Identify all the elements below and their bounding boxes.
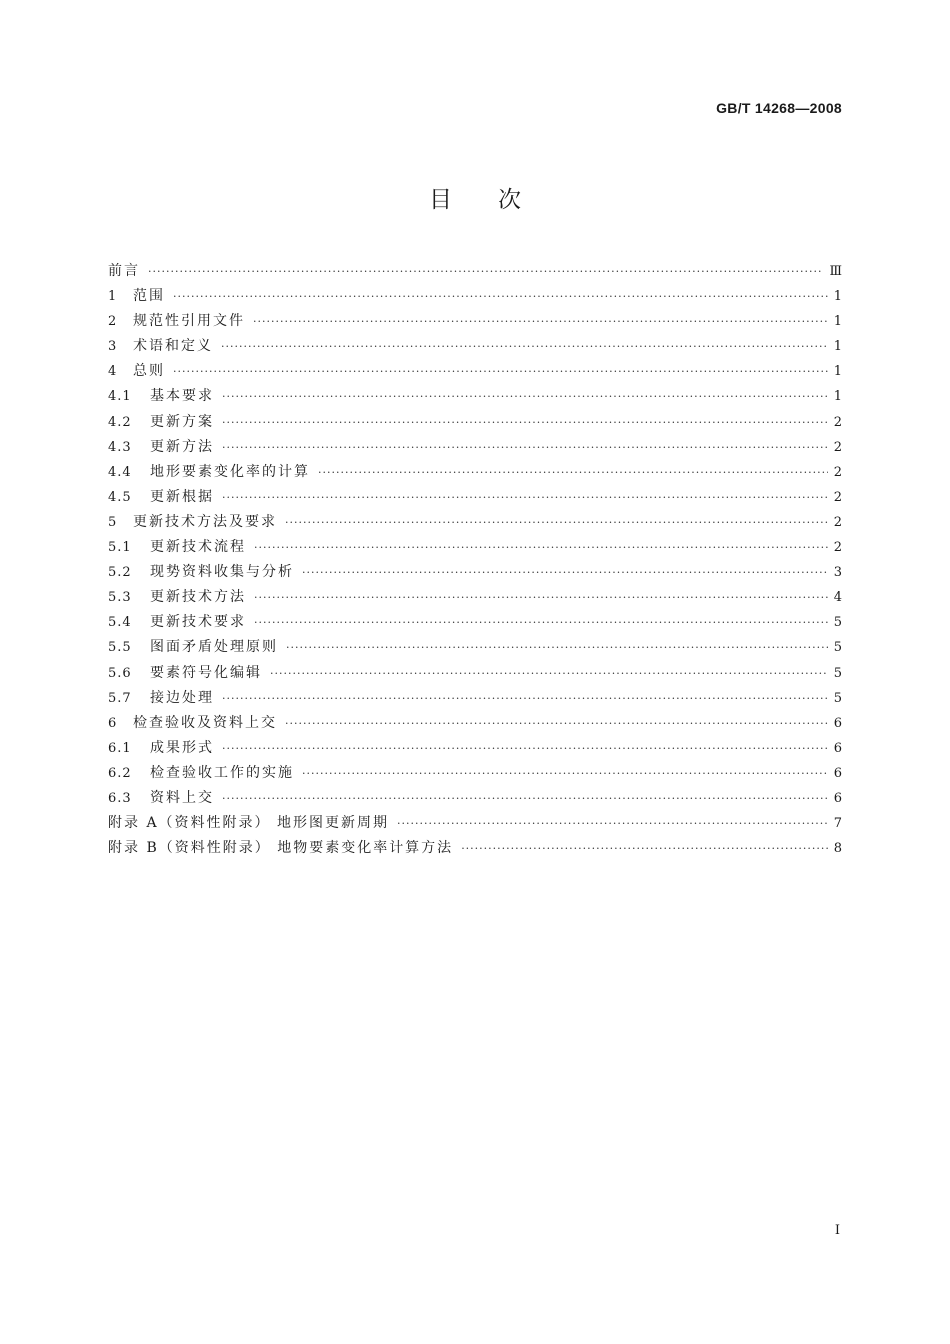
toc-entry-page: 2: [833, 439, 842, 455]
toc-entry-page: 2: [833, 489, 842, 505]
toc-entry-page: 3: [833, 565, 842, 581]
toc-entry-number: 4.5: [108, 489, 132, 505]
toc-entry-number: 4.3: [108, 439, 132, 455]
toc-entry-number: 5: [108, 514, 118, 530]
toc-entry-page: 6: [833, 715, 842, 731]
toc-entry-page: 4: [833, 590, 842, 606]
toc-entry-page: 2: [833, 464, 842, 480]
toc-entry-page: 5: [833, 615, 842, 631]
toc-entry-label: 更新技术方法: [150, 589, 246, 606]
toc-entry-number: 5.5: [108, 640, 132, 656]
toc-entry-number: 6.2: [108, 765, 132, 781]
toc-entry-label: 图面矛盾处理原则: [150, 639, 278, 656]
toc-leader-dots: [254, 610, 828, 635]
toc-entry[interactable]: [108, 460, 842, 485]
toc-leader-dots: [222, 736, 828, 761]
toc-entry-page: 6: [833, 765, 842, 781]
toc-leader-dots: [285, 510, 828, 535]
toc-entry[interactable]: [108, 510, 842, 535]
toc-entry-number: 6: [108, 715, 118, 731]
toc-entry-number: 5.1: [108, 540, 132, 556]
toc-entry-label: 更新方法: [150, 438, 214, 455]
toc-entry-number: 6.3: [108, 790, 132, 806]
toc-entry-label: 基本要求: [150, 388, 214, 405]
toc-entry-number: 4.2: [108, 414, 132, 430]
toc-entry-label: 前言: [108, 263, 140, 279]
toc-entry-number: 5.6: [108, 665, 132, 681]
toc-entry-page: 2: [833, 540, 842, 556]
toc-entry-page: 1: [833, 314, 842, 330]
toc-entry-number: 5.4: [108, 615, 132, 631]
toc-entry-page: 5: [833, 665, 842, 681]
toc-entry-number: 4: [108, 364, 118, 380]
toc-entry-label: 术语和定义: [133, 338, 213, 355]
toc-entry-page: 1: [833, 339, 842, 355]
toc-entry-number: 2: [108, 314, 118, 330]
toc-entry-label: 地形要素变化率的计算: [150, 463, 310, 480]
toc-entry-number: 3: [108, 339, 118, 355]
toc-leader-dots: [285, 711, 828, 736]
toc-entry-label: 要素符号化编辑: [150, 664, 262, 681]
toc-leader-dots: [254, 585, 828, 610]
toc-entry[interactable]: [108, 661, 842, 686]
toc-entry-number: 4.4: [108, 464, 132, 480]
toc-entry[interactable]: [108, 635, 842, 660]
toc-entry-number: 5.2: [108, 565, 132, 581]
toc-leader-dots: [302, 560, 828, 585]
toc-entry[interactable]: [108, 736, 842, 761]
toc-entry-number: 6.1: [108, 740, 132, 756]
toc-leader-dots: [222, 786, 828, 811]
toc-entry-number: 5.3: [108, 590, 132, 606]
toc-entry-label: 检查验收工作的实施: [150, 764, 294, 781]
toc-entry[interactable]: [108, 610, 842, 635]
toc-entry[interactable]: [108, 284, 842, 309]
toc-entry[interactable]: [108, 435, 842, 460]
toc-entry-page: 1: [833, 289, 842, 305]
toc-leader-dots: [148, 259, 823, 284]
toc-entry-label: 更新技术要求: [150, 614, 246, 631]
toc-entry-label: 更新技术流程: [150, 539, 246, 556]
toc-entry[interactable]: [108, 259, 842, 284]
toc-entry[interactable]: [108, 560, 842, 585]
toc-leader-dots: [222, 384, 828, 409]
toc-entry-page: 1: [833, 389, 842, 405]
toc-entry-label: 接边处理: [150, 689, 214, 706]
toc-leader-dots: [222, 410, 828, 435]
toc-entry[interactable]: [108, 359, 842, 384]
toc-leader-dots: [222, 485, 828, 510]
toc-leader-dots: [222, 686, 828, 711]
toc-entry[interactable]: [108, 836, 842, 861]
toc-leader-dots: [397, 811, 828, 836]
toc-entry-page: 2: [833, 414, 842, 430]
toc-entry-label: 更新方案: [150, 413, 214, 430]
toc-entry-number: 5.7: [108, 690, 132, 706]
toc-entry-page: 1: [833, 364, 842, 380]
toc-leader-dots: [173, 284, 828, 309]
toc-entry-page: 5: [833, 690, 842, 706]
toc-entry[interactable]: [108, 334, 842, 359]
toc-entry-page: 8: [833, 841, 842, 857]
toc-title: 目次: [429, 187, 567, 213]
standard-code: GB/T 14268—2008: [716, 100, 842, 116]
toc-entry[interactable]: [108, 485, 842, 510]
toc-entry-page: 2: [833, 514, 842, 530]
toc-entry[interactable]: [108, 786, 842, 811]
toc-leader-dots: [173, 359, 828, 384]
toc-entry-label: 规范性引用文件: [133, 313, 245, 330]
toc-entry-label: 资料上交: [150, 789, 214, 806]
toc-entry[interactable]: [108, 761, 842, 786]
toc-entry-page: Ⅲ: [829, 264, 842, 279]
toc-entry[interactable]: [108, 811, 842, 836]
toc-entry[interactable]: [108, 309, 842, 334]
toc-leader-dots: [221, 334, 828, 359]
toc-entry-page: 5: [833, 640, 842, 656]
toc-leader-dots: [253, 309, 828, 334]
toc-entry-number: 1: [108, 289, 118, 305]
toc-entry-label: 检查验收及资料上交: [133, 714, 277, 731]
toc-entry[interactable]: [108, 535, 842, 560]
toc-entry-label: 更新根据: [150, 488, 214, 505]
toc-leader-dots: [270, 661, 828, 686]
toc-entry-label: 更新技术方法及要求: [133, 513, 277, 530]
toc-entry[interactable]: [108, 410, 842, 435]
toc-entry-number: 4.1: [108, 389, 132, 405]
toc-leader-dots: [302, 761, 828, 786]
toc-leader-dots: [461, 836, 828, 861]
toc-entry-label: 附录 A（资料性附录） 地形图更新周期: [108, 815, 390, 832]
toc-entry-page: 6: [833, 740, 842, 756]
toc-entry[interactable]: [108, 384, 842, 409]
toc-leader-dots: [222, 435, 828, 460]
toc-entry-label: 范围: [133, 288, 165, 305]
toc-entry-page: 7: [833, 816, 842, 832]
toc-entry-page: 6: [833, 790, 842, 806]
toc-leader-dots: [318, 460, 828, 485]
toc-leader-dots: [286, 635, 828, 660]
toc-entry[interactable]: [108, 686, 842, 711]
toc-entry-label: 现势资料收集与分析: [150, 564, 294, 581]
toc-entry-label: 附录 B（资料性附录） 地物要素变化率计算方法: [108, 840, 454, 857]
toc-entry[interactable]: [108, 711, 842, 736]
toc-entry-label: 成果形式: [150, 739, 214, 756]
toc-entry[interactable]: [108, 585, 842, 610]
toc-leader-dots: [254, 535, 828, 560]
toc-entry-label: 总则: [133, 363, 165, 380]
table-of-contents: [108, 259, 842, 861]
page-number: I: [834, 1223, 840, 1238]
